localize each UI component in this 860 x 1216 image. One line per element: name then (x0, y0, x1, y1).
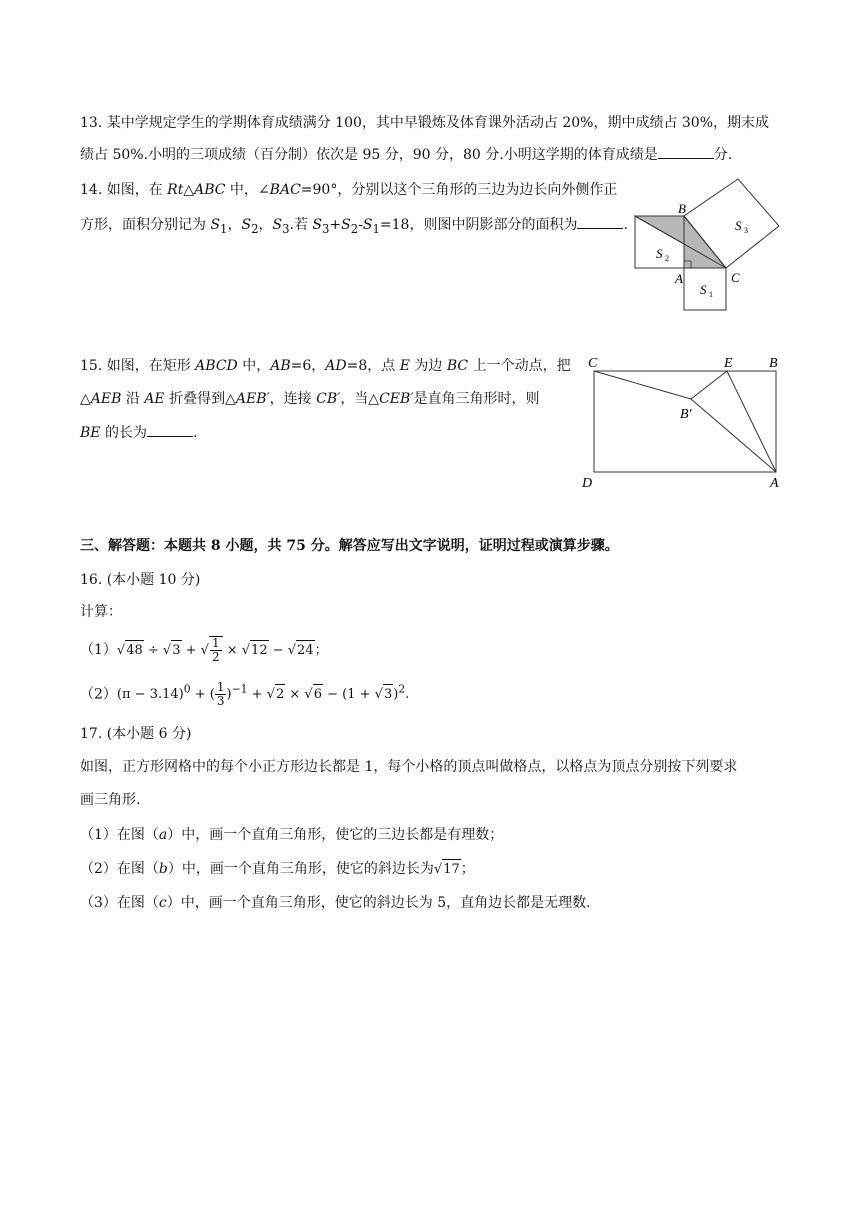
label-a: A (770, 476, 779, 491)
q16-part1: （1）√48 ÷ √3 + √ $\frac{1}{2}$ × √12 − √24； (80, 636, 328, 664)
label-c: C (731, 270, 740, 285)
q15-figure (580, 350, 790, 492)
q17-item2: （2）在图（b）中，画一个直角三角形，使它的斜边长为√17； (80, 859, 475, 880)
label-a: A (675, 271, 683, 286)
label-b: B (678, 201, 686, 216)
q17-line2: 画三角形. (80, 792, 141, 808)
label-e: E (724, 356, 733, 371)
q14-line2: 方形，面积分别记为 $S_1$，$S_2$，$S_3$.若 $S_3+S_2-S_1=18$，则图中阴影部分的面积为 . (80, 214, 628, 239)
q15-line1: 15. 如图，在矩形 ABCD 中，AB=6，AD=8，点 E 为边 BC 上一个动点，把 (80, 358, 571, 374)
label-s1: S (700, 282, 707, 297)
answer-blank[interactable] (577, 214, 623, 229)
q16-head: 16. (本小题 10 分) (80, 572, 201, 588)
q14-line1: 14. 如图，在 Rt△ABC 中，∠BAC=90°，分别以这个三角形的三边为边长向外侧作正 (80, 182, 618, 198)
q17-item3: （3）在图（c）中，画一个直角三角形，使它的斜边长为 5，直角边长都是无理数. (80, 895, 591, 911)
label-b-prime: B′ (680, 407, 692, 422)
q13-line2: 绩占 50%.小明的三项成绩（百分制）依次是 95 分，90 分，80 分.小明这学期的体育成绩是 分. (80, 144, 732, 165)
q16-calc: 计算： (80, 604, 122, 620)
q15-line3: BE 的长为 . (80, 422, 197, 443)
answer-blank[interactable] (658, 144, 714, 159)
label-c: C (588, 356, 598, 371)
q16-part2: $(2)(\pi - 3.14)^0$ + ( $\frac{1}{3}$ )$^{-1} + √2 \times √6 - (1 + √3)^2$. (80, 680, 410, 709)
answer-blank[interactable] (147, 422, 193, 437)
label-s3-sub: 3 (744, 226, 748, 235)
label-s3: S (735, 218, 742, 233)
label-s1-sub: 1 (709, 290, 713, 299)
label-b: B (769, 356, 778, 371)
q17-line1: 如图，正方形网格中的每个小正方形边长都是 1，每个小格的顶点叫做格点，以格点为顶点分别按下列要求 (80, 759, 738, 775)
q17-head: 17. (本小题 6 分) (80, 726, 192, 742)
label-s2-sub: 2 (665, 254, 669, 263)
label-s2: S (656, 246, 663, 261)
q13-line1: 13. 某中学规定学生的学期体育成绩满分 100，其中早锻炼及体育课外活动占 20%，期中成绩占 30%，期末成 (80, 115, 770, 131)
section-3-title: 三、解答题：本题共 8 小题，共 75 分。解答应写出文字说明，证明过程或演算步骤。 (80, 538, 619, 554)
q17-item1: （1）在图（a）中，画一个直角三角形，使它的三边长都是有理数； (80, 827, 504, 843)
q15-line2: △AEB 沿 AE 折叠得到△AEB′，连接 CB′，当△CEB′是直角三角形时，则 (80, 391, 540, 407)
q14-figure (628, 172, 818, 317)
label-d: D (582, 476, 593, 491)
